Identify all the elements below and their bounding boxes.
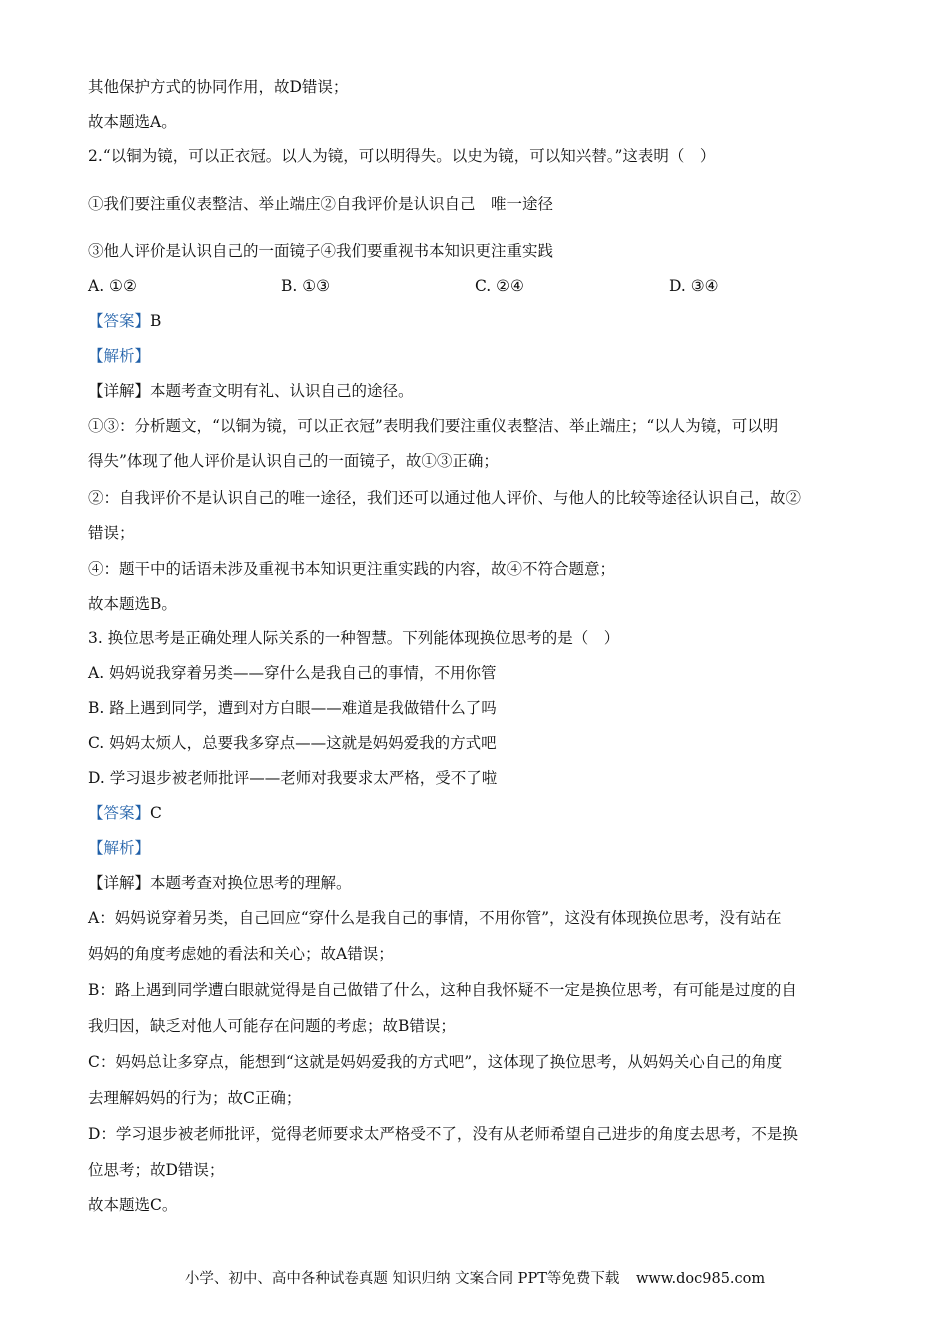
text-line: 故本题选A。 [88,113,177,131]
detail-tag: 【详解】 [88,874,151,892]
option-c: C. ②④ [475,277,524,295]
footer-link[interactable]: www.doc985.com [635,1271,766,1287]
answer-value: C [150,804,162,822]
answer-line [88,802,868,824]
footer-text: 小学、初中、高中各种试卷真题 知识归纳 文案合同 PPT等免费下载 [184,1271,620,1287]
option-d: D. 学习退步被老师批评——老师对我要求太严格，受不了啦 [88,769,498,787]
text-line: B：路上遇到同学遭白眼就觉得是自己做错了什么，这种自我怀疑不一定是换位思考，有可能是过度的自 [88,981,797,999]
option-a: A. ①② [88,277,137,295]
detail-tag: 【详解】 [88,382,151,400]
text-line: C：妈妈总让多穿点，能想到“这就是妈妈爱我的方式吧”，这体现了换位思考，从妈妈关心自己的角度 [88,1053,783,1071]
text-line: 我归因，缺乏对他人可能存在问题的考虑；故B错误； [88,1017,456,1035]
text-line: 去理解妈妈的行为；故C正确； [88,1089,302,1107]
text-line: ①③：分析题文，“以铜为镜，可以正衣冠”表明我们要注重仪表整洁、举止端庄；“以人为镜，可以明 [88,417,779,435]
option-a: A. 妈妈说我穿着另类——穿什么是我自己的事情，不用你管 [88,664,497,682]
question-2-stem: 2.“以铜为镜，可以正衣冠。以人为镜，可以明得失。以史为镜，可以知兴替。”这表明（ ） [88,147,716,165]
page-footer [0,1268,950,1290]
text-line: 故本题选C。 [88,1196,178,1214]
option-c: C. 妈妈太烦人，总要我多穿点——这就是妈妈爱我的方式吧 [88,734,497,752]
text-line: A：妈妈说穿着另类，自己回应“穿什么是我自己的事情，不用你管”，这没有体现换位思考，没有站在 [88,909,782,927]
text-line: 其他保护方式的协同作用，故D错误； [88,78,349,96]
text-line: ④：题干中的话语未涉及重视书本知识更注重实践的内容，故④不符合题意； [88,560,616,578]
answer-line [88,310,868,332]
analysis-line [88,345,868,367]
detail-text: 本题考查对换位思考的理解。 [150,874,352,892]
text-line: 错误； [88,524,135,542]
text-line: 位思考；故D错误； [88,1161,225,1179]
question-2-options [88,275,868,297]
option-d: D. ③④ [669,277,719,295]
text-line: D：学习退步被老师批评，觉得老师要求太严格受不了，没有从老师希望自己进步的角度去思考，不是换 [88,1125,798,1143]
detail-line [88,380,868,402]
text-line: 得失”体现了他人评价是认识自己的一面镜子，故①③正确； [88,452,499,470]
analysis-line [88,837,868,859]
detail-line [88,872,868,894]
answer-tag: 【答案】 [88,312,151,330]
analysis-tag: 【解析】 [88,347,151,365]
detail-text: 本题考查文明有礼、认识自己的途径。 [150,382,414,400]
text-line: ②：自我评价不是认识自己的唯一途径，我们还可以通过他人评价、与他人的比较等途径认识自己，故② [88,489,802,507]
answer-tag: 【答案】 [88,804,151,822]
question-2-statement: ③他人评价是认识自己的一面镜子④我们要重视书本知识更注重实践 [88,242,554,260]
question-3-stem: 3. 换位思考是正确处理人际关系的一种智慧。下列能体现换位思考的是（ ） [88,629,620,647]
option-b: B. ①③ [281,277,331,295]
option-b: B. 路上遇到同学，遭到对方白眼——难道是我做错什么了吗 [88,699,497,717]
text-line: 故本题选B。 [88,595,177,613]
answer-value: B [150,312,162,330]
analysis-tag: 【解析】 [88,839,151,857]
text-line: 妈妈的角度考虑她的看法和关心；故A错误； [88,945,394,963]
question-2-statement: ①我们要注重仪表整洁、举止端庄②自我评价是认识自己 唯一途径 [88,195,554,213]
